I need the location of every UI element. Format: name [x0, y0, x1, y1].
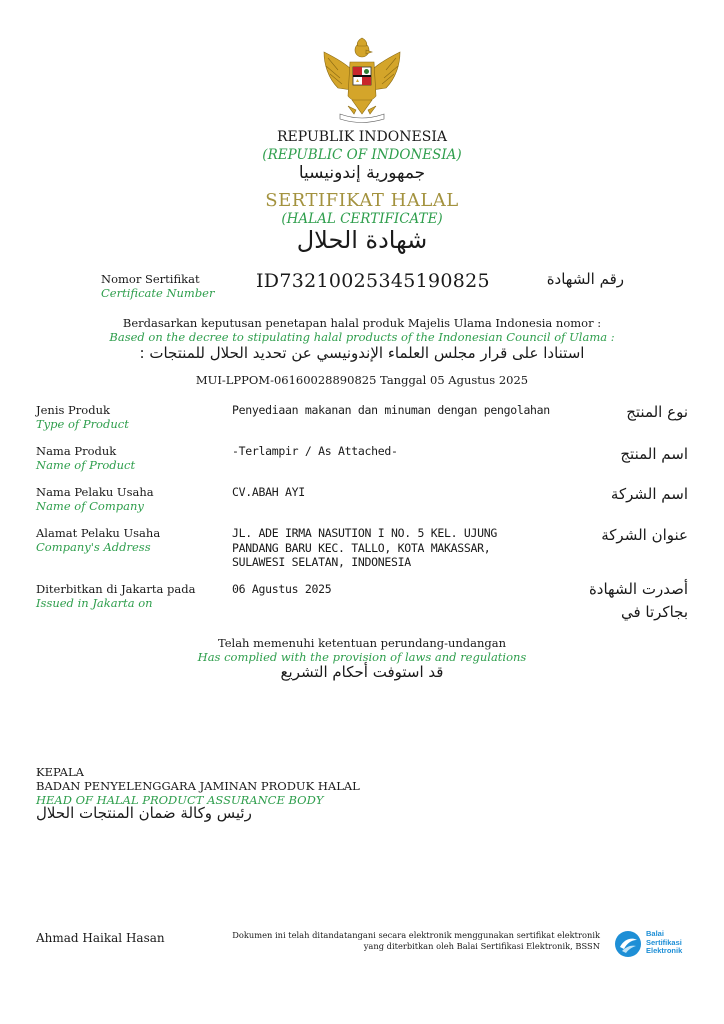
bsre-text: Sertifikasi: [646, 937, 682, 947]
field-label-ar: نوع المنتج: [626, 403, 688, 421]
field-value: Penyediaan makanan dan minuman dengan pengolahan: [232, 403, 550, 417]
field-label-ar: اسم المنتج: [620, 445, 688, 463]
decree-text: Berdasarkan keputusan penetapan halal produk Majelis Ulama Indonesia nomor :: [122, 316, 602, 330]
compliance-text-en: Has complied with the provision of laws and regulations: [197, 650, 527, 664]
field-label-ar-line: بجاكرتا في: [620, 603, 688, 621]
signatory-title: KEPALA: [36, 765, 84, 779]
decree-reference: MUI-LPPOM-06160028890825 Tanggal 05 Agustus 2025: [195, 373, 529, 387]
decree-text-ar: استنادا على قرار مجلس العلماء الإندونيسي عن تحديد الحلال للمنتجات :: [139, 344, 585, 362]
decree-text-en: Based on the decree to stipulating halal products of the Indonesian Council of Ulama :: [109, 330, 615, 344]
field-value-line: PANDANG BARU KEC. TALLO, KOTA MAKASSAR,: [232, 540, 491, 555]
field-label-en: Issued in Jakarta on: [36, 596, 153, 610]
field-label-en: Name of Company: [36, 499, 144, 513]
field-value: CV.ABAH AYI: [232, 485, 305, 499]
certificate-number: ID73210025345190825: [256, 270, 490, 292]
garuda-emblem: [318, 34, 406, 124]
country-name-ar: جمهورية إندونيسيا: [298, 163, 426, 183]
field-label: Nama Produk: [36, 444, 117, 458]
field-label: Diterbitkan di Jakarta pada: [36, 582, 196, 596]
note-line: yang diterbitkan oleh Balai Sertifikasi Elektronik, BSSN: [363, 941, 600, 951]
field-label-ar: اسم الشركة: [610, 485, 688, 503]
signatory-name: Ahmad Haikal Hasan: [36, 931, 165, 945]
field-value: 06 Agustus 2025: [232, 582, 332, 596]
field-label-ar-line: أصدرت الشهادة: [588, 580, 688, 598]
field-label-en: Name of Product: [36, 458, 136, 472]
signatory-title-ar: رئيس وكالة ضمان المنتجات الحلال: [36, 804, 252, 822]
certificate-title-ar: شهادة الحلال: [296, 226, 428, 254]
field-label-en: Company's Address: [36, 540, 151, 554]
compliance-text-ar: قد استوفت أحكام التشريع: [280, 663, 444, 681]
certificate-number-label-en: Certificate Number: [101, 286, 215, 300]
bsre-logo-icon: [613, 929, 643, 959]
bsre-text: Elektronik: [646, 946, 683, 955]
compliance-text: Telah memenuhi ketentuan perundang-undangan: [217, 636, 507, 650]
field-label: Nama Pelaku Usaha: [36, 485, 154, 499]
field-value-line: JL. ADE IRMA NASUTION I NO. 5 KEL. UJUNG: [232, 526, 497, 540]
note-line: Dokumen ini telah ditandatangani secara elektronik menggunakan sertifikat elektronik: [232, 930, 600, 940]
certificate-number-label: Nomor Sertifikat: [101, 272, 200, 286]
field-value: -Terlampir / As Attached-: [232, 444, 398, 458]
field-label: Alamat Pelaku Usaha: [36, 526, 161, 540]
country-name-en: (REPUBLIC OF INDONESIA): [262, 147, 462, 163]
field-label-ar: عنوان الشركة: [601, 526, 688, 544]
bsre-text: Balai: [646, 929, 664, 938]
certificate-title: SERTIFIKAT HALAL: [265, 190, 459, 211]
electronic-signature-note: [232, 930, 600, 952]
field-label: Jenis Produk: [36, 403, 110, 417]
signatory-agency: BADAN PENYELENGGARA JAMINAN PRODUK HALAL: [36, 779, 360, 793]
country-name: REPUBLIK INDONESIA: [277, 129, 447, 145]
certificate-number-label-ar: رقم الشهادة: [546, 270, 624, 288]
bsre-logo: [613, 928, 693, 960]
field-label-en: Type of Product: [36, 417, 129, 431]
field-value-line: SULAWESI SELATAN, INDONESIA: [232, 555, 411, 569]
signatory-title-en: HEAD OF HALAL PRODUCT ASSURANCE BODY: [36, 793, 324, 807]
certificate-title-en: (HALAL CERTIFICATE): [281, 211, 443, 227]
